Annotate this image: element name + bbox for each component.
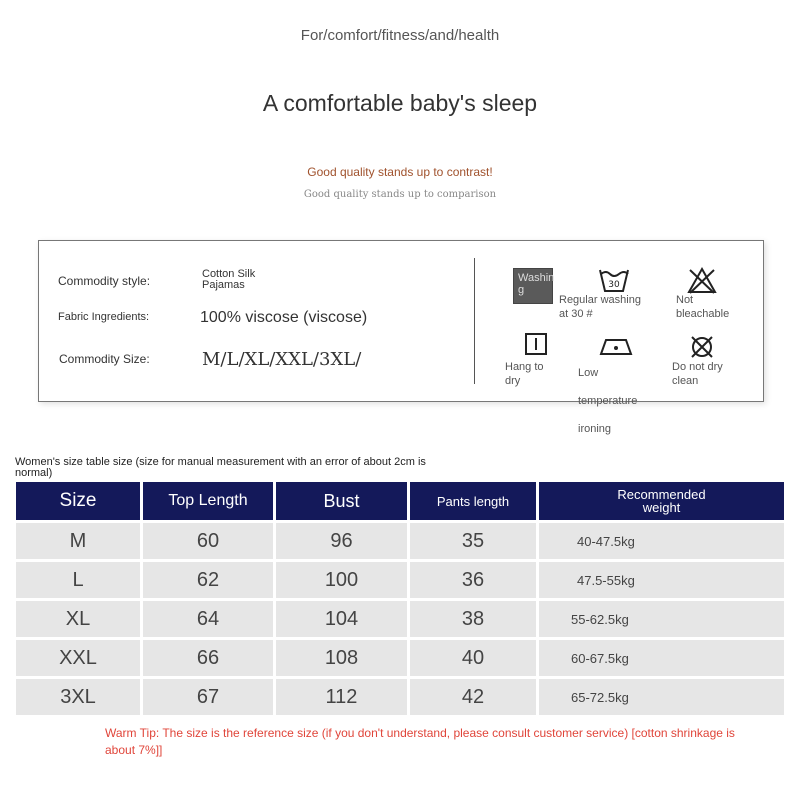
iron-icon (598, 334, 634, 358)
cell-pants-length: 38 (410, 601, 536, 637)
washing-text-1: Washin (518, 272, 555, 284)
cell-weight: 65-72.5kg (539, 679, 784, 715)
regular-washing-line-1: Regular washing (559, 294, 641, 306)
cell-bust: 100 (276, 562, 407, 598)
header-bust: Bust (276, 482, 407, 520)
cell-top-length: 60 (143, 523, 273, 559)
warm-tip: Warm Tip: The size is the reference size (if you don't understand, please consult customer service) [cotton shrinkage is about 7%]] (105, 726, 735, 757)
cell-top-length: 66 (143, 640, 273, 676)
hang-to-dry-line-2: dry (505, 375, 521, 387)
regular-washing-label (559, 293, 641, 321)
header-top-length: Top Length (143, 482, 273, 520)
cell-bust: 112 (276, 679, 407, 715)
page-title: A comfortable baby's sleep (262, 90, 538, 116)
style-value-line-1: Cotton Silk (202, 268, 256, 280)
cell-size: XL (16, 601, 140, 637)
fabric-label: Fabric Ingredients: (58, 311, 150, 323)
cell-weight: 55-62.5kg (539, 601, 784, 637)
size-label: Commodity Size: (59, 352, 150, 366)
cell-pants-length: 35 (410, 523, 536, 559)
cell-weight: 47.5-55kg (539, 562, 784, 598)
cell-bust: 104 (276, 601, 407, 637)
size-value: M/L/XL/XXL/3XL/ (202, 349, 362, 370)
not-bleachable-line-1: Not (676, 294, 694, 306)
cell-pants-length: 40 (410, 640, 536, 676)
cell-weight: 60-67.5kg (539, 640, 784, 676)
not-bleachable-label (676, 293, 729, 321)
style-value (202, 269, 255, 291)
do-not-dry-clean-line-1: Do not dry (672, 361, 723, 373)
hang-to-dry-label (505, 360, 544, 388)
style-value-line-2: Pajamas (202, 279, 245, 291)
tagline: For/comfort/fitness/and/health (300, 27, 500, 44)
cell-bust: 108 (276, 640, 407, 676)
quality-slogan: Good quality stands up to contrast! (307, 165, 493, 179)
do-not-dry-clean-line-2: clean (672, 375, 699, 387)
cell-size: 3XL (16, 679, 140, 715)
do-not-dry-clean-label (672, 360, 723, 388)
quality-slogan-sub: Good quality stands up to comparison (303, 189, 497, 200)
size-table-note: Women's size table size (size for manual measurement with an error of about 2cm is normal) (15, 456, 426, 479)
cell-top-length: 64 (143, 601, 273, 637)
not-bleachable-line-2: bleachable (676, 308, 730, 320)
iron-line-2: temperature (578, 395, 638, 407)
cell-top-length: 62 (143, 562, 273, 598)
header-recommended-weight: Recommended weight (539, 482, 784, 520)
cell-size: L (16, 562, 140, 598)
cell-bust: 96 (276, 523, 407, 559)
cell-size: XXL (16, 640, 140, 676)
cell-pants-length: 36 (410, 562, 536, 598)
iron-line-1: Low (578, 367, 599, 379)
cell-weight: 40-47.5kg (539, 523, 784, 559)
hang-dry-icon (524, 332, 548, 356)
style-label: Commodity style: (58, 274, 151, 288)
cell-top-length: 67 (143, 679, 273, 715)
svg-text:30: 30 (608, 280, 620, 290)
fabric-value: 100% viscose (viscose) (200, 309, 368, 326)
washing-text-2: g (518, 284, 525, 296)
info-divider (474, 258, 475, 384)
header-pants-length: Pants length (410, 482, 536, 520)
washing-icon (513, 268, 553, 304)
no-dry-clean-icon (689, 334, 715, 360)
cell-pants-length: 42 (410, 679, 536, 715)
iron-line-3: ironing (578, 423, 612, 435)
hang-to-dry-line-1: Hang to (505, 361, 544, 373)
regular-washing-line-2: at 30 # (559, 308, 593, 320)
header-size: Size (16, 482, 140, 520)
cell-size: M (16, 523, 140, 559)
